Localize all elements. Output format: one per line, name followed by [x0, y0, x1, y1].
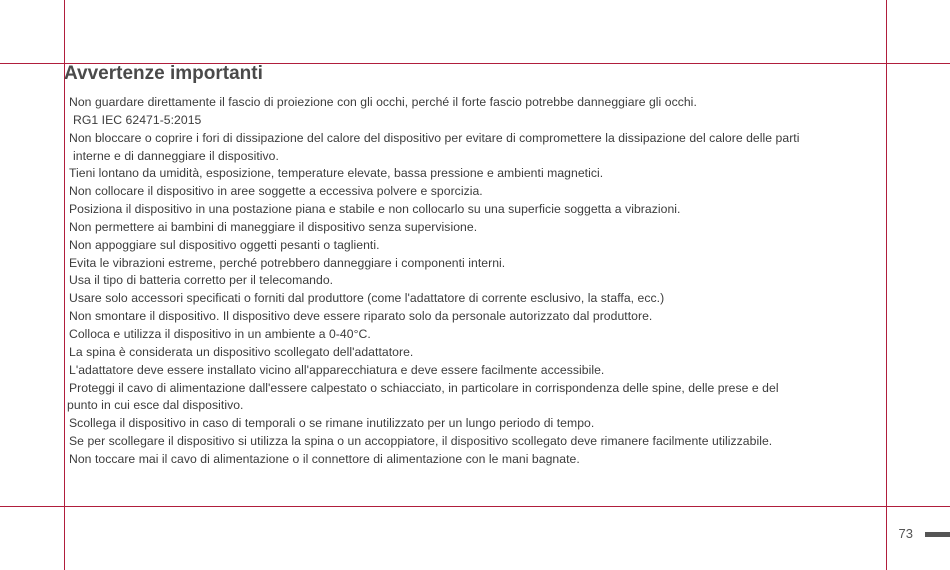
warning-line: Scollega il dispositivo in caso di temporali o se rimane inutilizzato per un lungo periodo di tempo.: [69, 416, 595, 431]
warning-line: Non collocare il dispositivo in aree soggette a eccessiva polvere e sporcizia.: [69, 184, 483, 199]
warning-line: Colloca e utilizza il dispositivo in un ambiente a 0-40°C.: [69, 326, 371, 341]
warning-line: Se per scollegare il dispositivo si utilizza la spina o un accoppiatore, il dispositivo scollegato deve rimanere facilmente utilizzabile.: [69, 434, 773, 449]
warning-line: Evita le vibrazioni estreme, perché potrebbero danneggiare i componenti interni.: [69, 255, 506, 270]
warning-line: Usare solo accessori specificati o forniti dal produttore (come l'adattatore di corrente esclusivo, la staffa, ecc.): [69, 291, 665, 306]
page-marker-bar: [925, 532, 950, 537]
warning-line: Non smontare il dispositivo. Il dispositivo deve essere riparato solo da personale autorizzato dal produttore.: [69, 309, 653, 324]
warning-list: [69, 94, 884, 469]
warning-line: punto in cui esce dal dispositivo.: [67, 398, 244, 413]
warning-line: interne e di danneggiare il dispositivo.: [73, 148, 279, 163]
warning-line: La spina è considerata un dispositivo scollegato dell'adattatore.: [69, 344, 414, 359]
warning-line: Usa il tipo di batteria corretto per il telecomando.: [69, 273, 334, 288]
warning-line: Non appoggiare sul dispositivo oggetti pesanti o taglienti.: [69, 237, 380, 252]
crop-line-right: [886, 0, 887, 570]
warning-line: Proteggi il cavo di alimentazione dall'essere calpestato o schiacciato, in particolare in corrispondenza delle spine, delle prese e del: [69, 380, 779, 395]
warning-line: L'adattatore deve essere installato vicino all'apparecchiatura e deve essere facilmente accessibile.: [69, 362, 605, 377]
warning-line: Posiziona il dispositivo in una postazione piana e stabile e non collocarlo su una superficie soggetta a vibrazioni.: [69, 202, 681, 217]
page-number: 73: [898, 526, 913, 541]
page-title: Avvertenze importanti: [64, 63, 263, 84]
warning-line: Non bloccare o coprire i fori di dissipazione del calore del dispositivo per evitare di compromettere la dissipazione del calore delle parti: [69, 130, 800, 145]
warning-line: Non guardare direttamente il fascio di proiezione con gli occhi, perché il forte fascio potrebbe danneggiare gli occhi.: [69, 95, 697, 109]
warning-line: Non permettere ai bambini di maneggiare il dispositivo senza supervisione.: [69, 219, 478, 234]
warning-line: Non toccare mai il cavo di alimentazione o il connettore di alimentazione con le mani bagnate.: [69, 451, 580, 466]
crop-line-bottom: [0, 506, 950, 507]
warning-line: Tieni lontano da umidità, esposizione, temperature elevate, bassa pressione e ambienti magnetici.: [69, 166, 604, 181]
warning-line: RG1 IEC 62471-5:2015: [73, 112, 202, 127]
